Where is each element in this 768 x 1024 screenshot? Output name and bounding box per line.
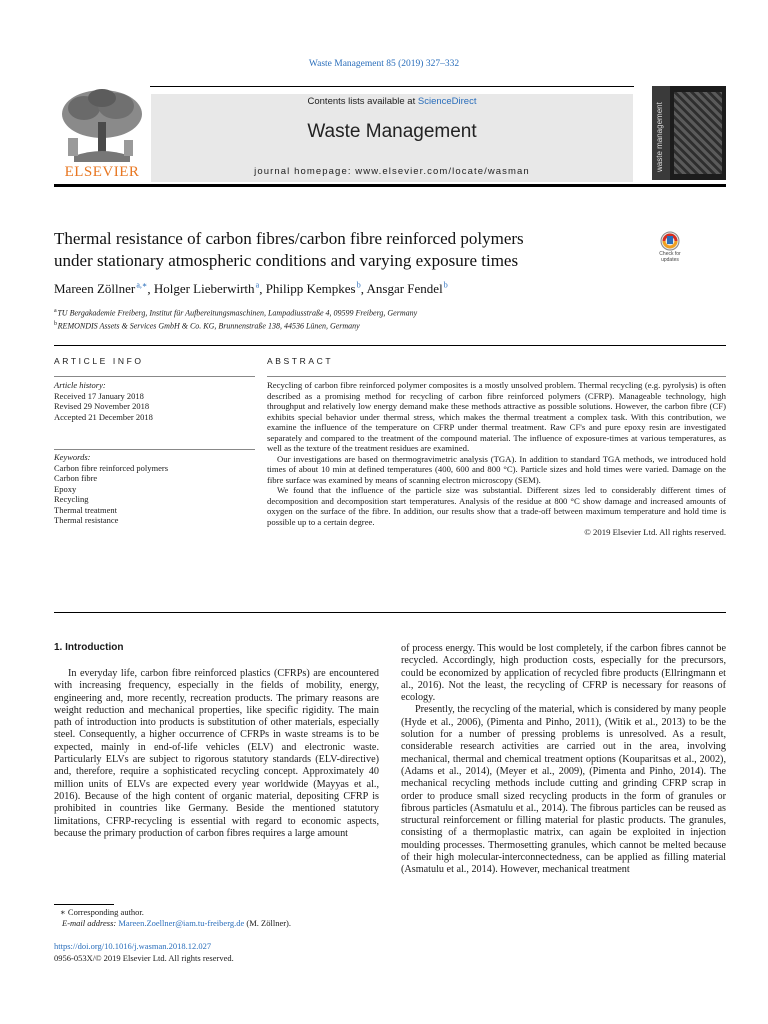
abstract-paragraph: Recycling of carbon fibre reinforced polymer composites is a mostly unsolved problem. Thermal recycling (e.g. pyrolysis) is often described as a promising method for recycling of carbon fibre reinforced polymers (CFRP). Manageable technology, high throughput and relatively low energy demand make these methods attractive as possible solutions. However, the carbon fibre (CF) exhibits special behavior under thermal stress, which makes the thermal treatment a complex task. With this contribution, we examine the influence of the temperature on CFRP under thermal treatment. Raw CF's and pure epoxy resin are investigated separately and compared to the treatment of the compound material. The influence of exposure-times at various temperatures, as well as the texture of the treatment residues are examined. (267, 380, 726, 453)
section-divider (54, 345, 726, 346)
keywords-rule (54, 449, 255, 450)
affiliation: $^b$ REMONDIS Assets & Services GmbH & Co. KG, Brunnenstraße 138, 44536 Lünen, Germany (54, 320, 360, 331)
abstract-copyright: © 2019 Elsevier Ltd. All rights reserved. (584, 527, 726, 537)
history-revised: Revised 29 November 2018 (54, 401, 150, 411)
abstract-paragraph: Our investigations are based on thermogravimetric analysis (TGA). In addition to standard TGA methods, we introduced hold times of about 10 min at defined temperatures (400, 600 and 800 °C). Particle sizes and hold times were varied. Damage on the fibre surface was examined by means of scanning electron microscopy (SEM). (267, 453, 726, 485)
issn-line: 0956-053X/© 2019 Elsevier Ltd. All rights reserved. (54, 953, 234, 963)
history-received: Received 17 January 2018 (54, 390, 144, 401)
elsevier-logo (54, 86, 150, 182)
keyword: Epoxy (54, 483, 77, 494)
check-updates-label: Check for updates (659, 251, 681, 263)
sciencedirect-link[interactable]: ScienceDirect (417, 96, 477, 107)
article-info-heading: ARTICLE INFO (54, 356, 144, 366)
keywords-label: Keywords: (54, 452, 91, 462)
author[interactable]: Holger Lieberwirth $^a$ (153, 281, 260, 297)
email-line (54, 918, 379, 929)
footnote-rule (54, 904, 114, 905)
email-link[interactable]: Mareen.Zoellner@iam.tu-freiberg.de (118, 918, 245, 928)
doi-link[interactable]: https://doi.org/10.1016/j.wasman.2018.12.027 (54, 941, 212, 951)
email-label: E-mail address: (62, 918, 117, 928)
body-column-right (401, 643, 726, 877)
contents-prefix: Contents lists available at (307, 96, 418, 107)
keyword: Thermal treatment (54, 504, 118, 515)
author-affil-mark[interactable]: a (255, 281, 260, 290)
abstract-paragraph: We found that the influence of the particle size was substantial. Different sizes led to considerably different times of decomposition and decomposition start temperatures. Analysis of the residue at 800 °C show damage and increased amounts of oxygen on the surface of the fibre. In addition, our results show that a trade-off between maximum temperature and hold time is possible up to a certain degree. (267, 485, 726, 527)
affiliations (54, 306, 694, 331)
author-affil-mark[interactable]: a,∗ (136, 281, 148, 290)
body-divider (54, 612, 726, 613)
contents-line (151, 96, 633, 107)
author[interactable]: Philipp Kempkes $^b$ (265, 281, 361, 297)
paper-title (54, 228, 634, 272)
email-suffix: (M. Zöllner). (246, 918, 292, 928)
elsevier-wordmark: ELSEVIER (64, 164, 140, 180)
journal-citation[interactable]: Waste Management 85 (2019) 327–332 (308, 59, 460, 69)
body-paragraph: In everyday life, carbon fibre reinforced plastics (CFRPs) are encountered with increasing frequency, especially in the fields of mobility, energy, engineering and, more recently, recreation products. The primary reasons are weight reduction and mechanical properties, like specific rigidity. The main path of introduction into products is substitution of other materials, especially steel. Consequently, a higher occurrence of CFRPs in waste streams is to be expected, mainly in end-of-life vehicles (ELV) and electronic waste. Particularly ELVs are subject to rigorous statutory standards (ELV-directive) and, therefore, require a sophisticated recycling concept. Approximately 40 million units of ELVs are expected every year worldwide (Mayyas et al., 2016). Because of the high content of organic material, depositing CFRP is prohibited in countries like Germany. Beside the mentioned statutory limitations, CFRP-recycling is essential with regard to economic aspects, because the primary production of carbon fibres requires a large amount (54, 668, 379, 839)
abstract-rule (267, 376, 726, 377)
keyword: Recycling (54, 494, 89, 504)
body-paragraph: Presently, the recycling of the material, which is considered by many people (Hyde et al., 2006), (Pimenta and Pinho, 2011), (Witik et al., 2013) to be the solution for a number of pressing problems is unresolved. As a result, considerable research activities are carried out in the area, involving mechanical, thermal and chemical treatment options (Kouparitsas et al., 2002), (Adams et al., 2014), (Meyer et al., 2009), (Pimenta and Pinho, 2014). The mechanical recycling methods include cutting and grinding CFRP scrap in order to produce small sized recycling products in the form of granules or fibrous particles (Asmatulu et al., 2014). The fibrous particles can be reused as structural reinforcement or filling material for plastic products. The granules, consisting of a thermoplastic matrix, can again be exploited in injection moulding processes. Thermosetting granules, which cannot be melted because of their high molecular-interconnectedness, can be applied as filling material (Asmatulu et al., 2014). However, mechanical treatment (401, 704, 726, 876)
keywords-block (54, 452, 254, 526)
history-label: Article history: (54, 380, 106, 390)
cover-image (674, 92, 722, 174)
journal-homepage[interactable]: journal homepage: www.elsevier.com/locate/wasman (254, 166, 530, 177)
corresponding-author-note: ∗ Corresponding author. (60, 907, 144, 917)
title-line: under stationary atmospheric conditions and varying exposure times (54, 251, 519, 270)
affiliation: $^a$ TU Bergakademie Freiberg, Institut für Aufbereitungsmaschinen, Lampadiusstraße 4, 09599 Freiberg, Germany (54, 308, 418, 318)
journal-cover[interactable] (652, 86, 726, 180)
keyword: Thermal resistance (54, 515, 119, 525)
title-line: Thermal resistance of carbon fibres/carbon fibre reinforced polymers (54, 229, 524, 248)
journal-banner (151, 94, 633, 182)
footnote (54, 907, 379, 929)
keyword: Carbon fibre reinforced polymers (54, 462, 168, 473)
section-heading-introduction: 1. Introduction (54, 642, 124, 653)
history-accepted: Accepted 21 December 2018 (54, 411, 153, 422)
abstract-heading: ABSTRACT (267, 356, 334, 366)
author-list: Mareen Zöllner $^{a,∗}$, Holger Lieberwirth $^a$, Philipp Kempkes $^b$, Ansgar Fendel $^b$ (54, 281, 448, 297)
masthead-bottom-rule (54, 184, 726, 187)
author-affil-mark[interactable]: b (443, 281, 448, 290)
article-history (54, 380, 254, 422)
check-for-updates-badge[interactable] (652, 230, 688, 266)
cover-title: waste management (655, 102, 664, 172)
check-updates-icon (652, 230, 688, 252)
author[interactable]: Ansgar Fendel $^b$ (366, 281, 448, 297)
body-column-left (54, 668, 379, 840)
article-info-rule (54, 376, 255, 377)
abstract-body (267, 380, 726, 538)
elsevier-tree-icon (54, 86, 150, 164)
author[interactable]: Mareen Zöllner $^{a,∗}$ (54, 281, 148, 297)
body-paragraph: of process energy. This would be lost completely, if the carbon fibres cannot be recycled. Accordingly, high production costs, especially for the precursors, could be economized by application of recycled fibre products (Ellringmann et al., 2016). Not the least, the recycling of CFRP is necessary for reasons of ecology. (401, 643, 726, 704)
author-affil-mark[interactable]: b (356, 281, 361, 290)
keyword: Carbon fibre (54, 473, 98, 483)
journal-title: Waste Management (307, 121, 477, 142)
